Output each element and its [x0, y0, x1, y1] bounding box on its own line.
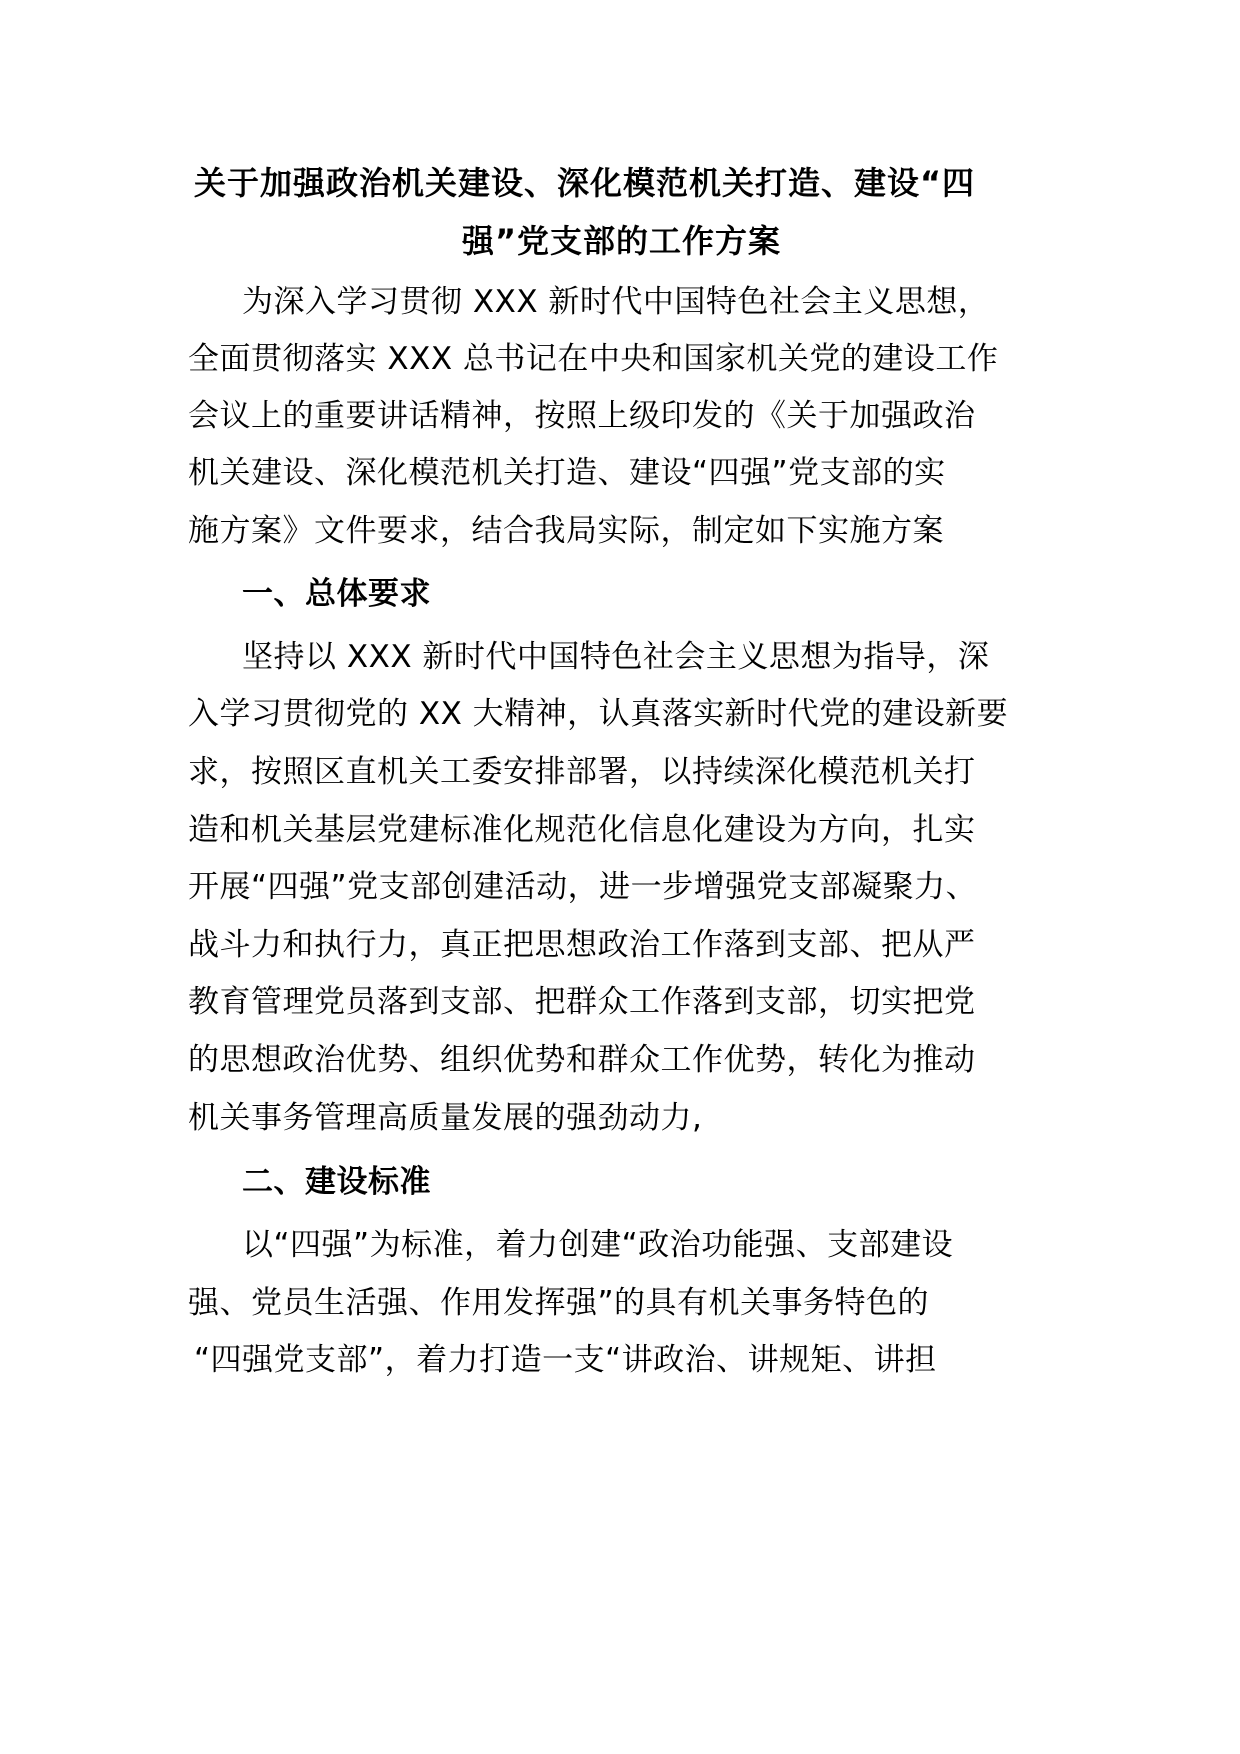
intro-line-4: 机关建设、深化模范机关打造、建设“四强”党支部的实 [188, 455, 946, 491]
intro-line-2: 全面贯彻落实 XXX 总书记在中央和国家机关党的建设工作 [188, 341, 999, 377]
section1-line-9: 机关事务管理高质量发展的强劲动力, [188, 1100, 703, 1136]
section1-line-4: 造和机关基层党建标准化规范化信息化建设为方向，扎实 [188, 812, 976, 848]
section1-line-2: 入学习贯彻党的 XX 大精神，认真落实新时代党的建设新要 [188, 696, 1009, 732]
section1-line-1: 坚持以 XXX 新时代中国特色社会主义思想为指导，深 [242, 639, 990, 675]
section1-line-7: 教育管理党员落到支部、把群众工作落到支部，切实把党 [188, 984, 976, 1020]
section1-line-3: 求，按照区直机关工委安排部署，以持续深化模范机关打 [188, 754, 976, 790]
section1-line-6: 战斗力和执行力，真正把思想政治工作落到支部、把从严 [188, 927, 976, 963]
section1-line-5: 开展“四强”党支部创建活动，进一步增强党支部凝聚力、 [188, 869, 978, 905]
section2-line-1: 以“四强”为标准，着力创建“政治功能强、支部建设 [242, 1227, 954, 1263]
intro-line-3: 会议上的重要讲话精神，按照上级印发的《关于加强政治 [188, 398, 976, 434]
section-heading-overall-requirements: 一、总体要求 [242, 576, 431, 612]
section-heading-construction-standards: 二、建设标准 [242, 1164, 431, 1200]
section2-line-3: “四强党支部”，着力打造一支“讲政治、讲规矩、讲担 [194, 1342, 937, 1378]
intro-line-1: 为深入学习贯彻 XXX 新时代中国特色社会主义思想， [242, 284, 990, 320]
document-title-line-1: 关于加强政治机关建设、深化模范机关打造、建设“四 [194, 164, 976, 202]
document-title-line-2: 强”党支部的工作方案 [462, 222, 782, 260]
section1-line-8: 的思想政治优势、组织优势和群众工作优势，转化为推动 [188, 1042, 976, 1078]
intro-line-5: 施方案》文件要求，结合我局实际，制定如下实施方案 [188, 513, 944, 549]
section2-line-2: 强、党员生活强、作用发挥强”的具有机关事务特色的 [188, 1285, 930, 1321]
